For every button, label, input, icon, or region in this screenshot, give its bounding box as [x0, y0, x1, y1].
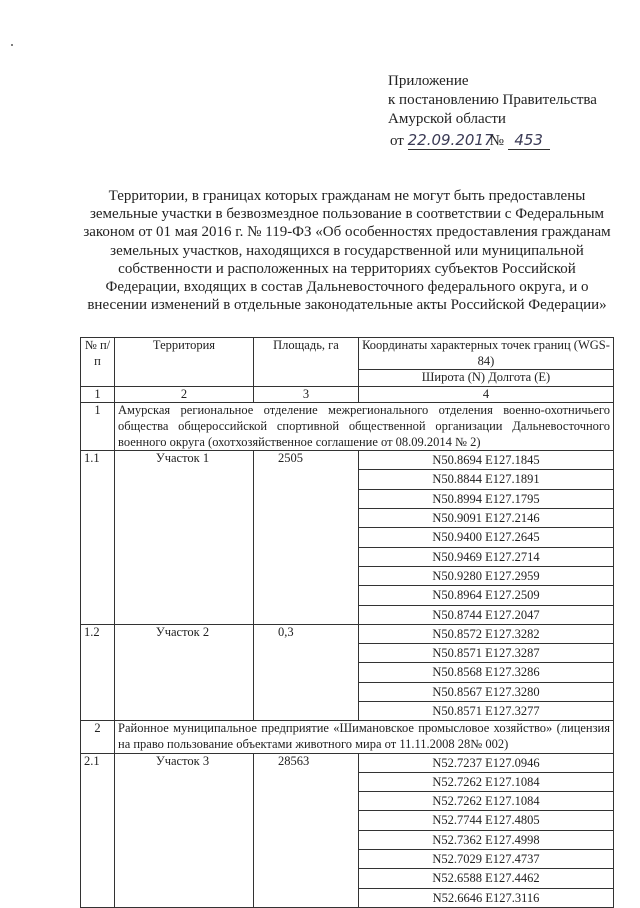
- section-row: [81, 721, 614, 753]
- coordinate-point: N50.9400 E127.2645: [359, 528, 613, 547]
- plot-area: 0,3: [254, 624, 359, 720]
- coordinate-point: N50.8964 E127.2509: [359, 586, 613, 605]
- coordinate-point: N50.9469 E127.2714: [359, 548, 613, 567]
- coordinate-point: N50.8568 E127.3286: [359, 663, 613, 682]
- section-num: 1: [81, 403, 115, 451]
- section-organization: Районное муниципальное предприятие «Шимановское промысловое хозяйство» (лицензия на право пользование объектами животного мира от 11.11.2008 28№ 002): [115, 721, 614, 753]
- coordinate-point: N52.6588 E127.4462: [359, 869, 613, 888]
- coordinate-point: N52.7262 E127.1084: [359, 792, 613, 811]
- colnum-1: 1: [81, 386, 115, 403]
- coordinate-point: N50.8567 E127.3280: [359, 683, 613, 702]
- coordinate-point: N52.7744 E127.4805: [359, 811, 613, 830]
- handwritten-number: 453: [508, 131, 550, 150]
- plot-num: 2.1: [81, 753, 115, 907]
- appendix-line-1: Приложение: [388, 73, 469, 89]
- header-territory: Территория: [115, 338, 254, 387]
- plot-area: 28563: [254, 753, 359, 907]
- plot-row: [81, 753, 614, 907]
- plot-num: 1.2: [81, 624, 115, 720]
- plot-coordinates: [359, 451, 614, 625]
- appendix-block: [388, 72, 597, 129]
- coordinate-point: N52.7362 E127.4998: [359, 831, 613, 850]
- section-num: 2: [81, 721, 115, 753]
- coordinate-point: N50.8571 E127.3287: [359, 644, 613, 663]
- date-prefix: от: [390, 133, 404, 149]
- header-coords-sub: Широта (N) Долгота (E): [359, 370, 614, 387]
- plot-name: Участок 3: [115, 753, 254, 907]
- colnum-2: 2: [115, 386, 254, 403]
- coordinate-point: N52.7262 E127.1084: [359, 773, 613, 792]
- plot-area: 2505: [254, 451, 359, 625]
- coordinate-point: N50.9280 E127.2959: [359, 567, 613, 586]
- coordinate-point: N50.8994 E127.1795: [359, 490, 613, 509]
- appendix-date-line: [390, 131, 550, 150]
- coordinate-point: N50.8694 E127.1845: [359, 451, 613, 470]
- header-coords: Координаты характерных точек границ (WGS-84): [359, 338, 614, 370]
- appendix-line-3: Амурской области: [388, 111, 506, 127]
- plot-row: [81, 451, 614, 625]
- colnum-3: 3: [254, 386, 359, 403]
- header-area: Площадь, га: [254, 338, 359, 387]
- coordinate-point: N50.8571 E127.3277: [432, 704, 540, 719]
- handwritten-date: 22.09.2017: [407, 131, 494, 149]
- appendix-line-2: к постановлению Правительства: [388, 92, 597, 108]
- number-sign: №: [489, 133, 504, 149]
- scan-speck: [11, 44, 13, 46]
- coordinate-point: N52.6646 E127.3116: [432, 890, 540, 905]
- section-row: [81, 403, 614, 451]
- plot-row: [81, 624, 614, 720]
- coordinate-point: N52.7029 E127.4737: [359, 850, 613, 869]
- plot-name: Участок 1: [115, 451, 254, 625]
- plot-coordinates: [359, 624, 614, 720]
- header-num: № п/п: [81, 338, 115, 387]
- plot-name: Участок 2: [115, 624, 254, 720]
- plot-coordinates: [359, 753, 614, 907]
- territories-table: [80, 337, 614, 908]
- section-organization: Амурская региональное отделение межрегионального отделения военно-охотничьего общества общероссийской спортивной общественной организации Дальневосточного военного округа (охотхозяйственное соглашение от 08.09.2014 № 2): [115, 403, 614, 451]
- coordinate-point: N52.7237 E127.0946: [359, 754, 613, 773]
- coordinate-point: N50.8744 E127.2047: [432, 607, 540, 622]
- plot-num: 1.1: [81, 451, 115, 625]
- colnum-4: 4: [359, 386, 614, 403]
- coordinate-point: N50.8572 E127.3282: [359, 625, 613, 644]
- coordinate-point: N50.8844 E127.1891: [359, 470, 613, 489]
- document-title: Территории, в границах которых гражданам не могут быть предоставлены земельные участки в безвозмездное пользование в соответствии с Федеральным законом от 01 мая 2016 г. № 119-ФЗ «Об особенностях предоставления гражданам земельных участков, находящихся в государственной или муниципальной собственности и расположенных на территориях субъектов Российской Федерации, входящих в состав Дальневосточного федерального округа, и о внесении изменений в отдельные законодательные акты Российской Федерации»: [83, 188, 611, 314]
- coordinate-point: N50.9091 E127.2146: [359, 509, 613, 528]
